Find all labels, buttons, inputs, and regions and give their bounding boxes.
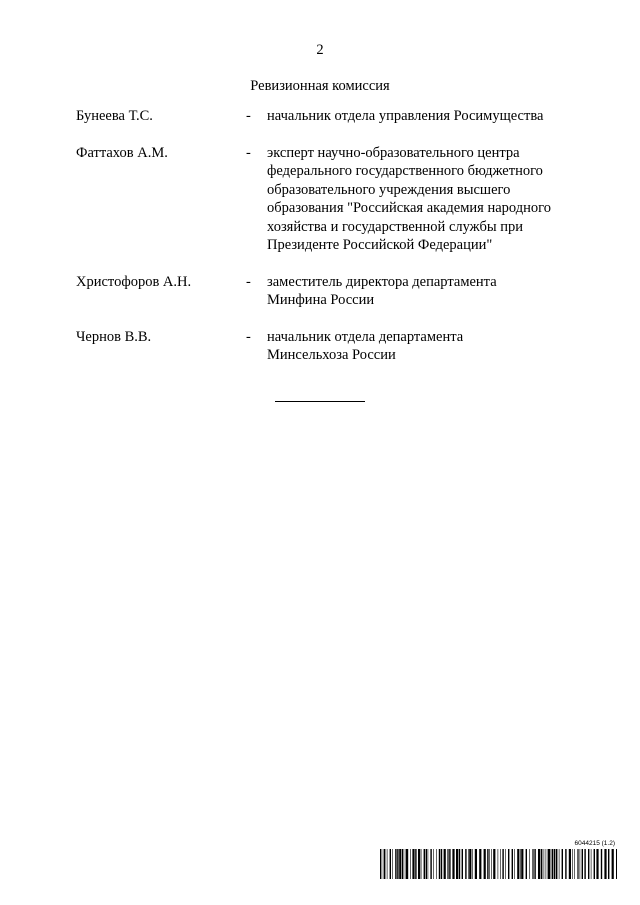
member-dash: - [246, 328, 251, 345]
document-stamp [380, 840, 617, 879]
member-name: Христофоров А.Н. [76, 273, 192, 290]
section-title: Ревизионная комиссия [250, 78, 390, 94]
member-dash: - [246, 144, 251, 161]
page-number: 2 [316, 42, 324, 58]
member-name: Чернов В.В. [76, 328, 152, 345]
member-row [76, 144, 576, 255]
member-dash: - [246, 108, 251, 124]
member-name: Бунеева Т.С. [76, 108, 153, 124]
barcode-image [380, 849, 617, 879]
member-row [76, 107, 576, 126]
members-list [76, 107, 576, 383]
member-row [76, 273, 576, 310]
member-position: эксперт научно-образовательного центра федерального государственного бюджетного образовательного учреждения высшего образования "Российская академия народного хозяйства и государственной службы при Президенте Российской Федерации" [267, 144, 551, 253]
member-position: начальник отдела департамента Минсельхоза России [267, 328, 464, 363]
member-position: начальник отдела управления Росимущества [267, 108, 544, 124]
closing-divider [275, 401, 365, 402]
member-row [76, 328, 576, 365]
document-code: 6044215 (1.2) [574, 840, 615, 847]
member-name: Фаттахов А.М. [76, 144, 168, 161]
member-dash: - [246, 273, 251, 290]
member-position: заместитель директора департамента Минфина России [267, 273, 497, 308]
